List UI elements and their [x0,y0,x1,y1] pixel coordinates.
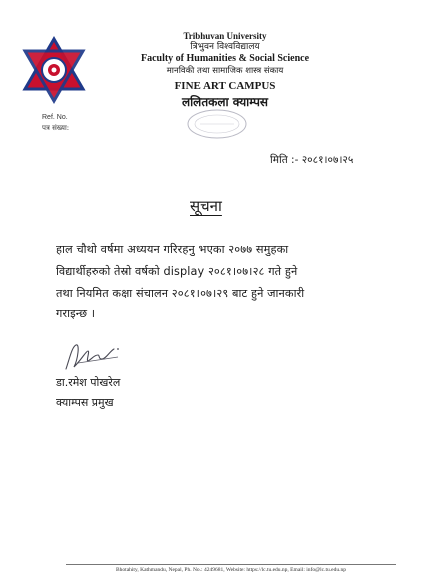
university-name-nepali: त्रिभुवन विश्वविद्यालय [190,42,260,52]
reference-number-label: Ref. No. [42,114,68,121]
faculty-name-english: Faculty of Humanities & Social Science [140,53,310,64]
notice-body-line: तथा नियमित कक्षा संचालन २०८१।०७।२९ बाट हुने जानकारी [56,287,305,300]
footer-contact-info: Bhotahity, Kathmandu, Nepal, Ph. No.: 4249681, Website: https://lc.tu.edu.np, Email: info@lc.tu.edu.np [116,567,346,573]
notice-body-line: गराइन्छ । [56,307,96,320]
footer-divider [66,564,396,565]
university-name-english: Tribhuvan University [183,31,267,41]
campus-name-english: FINE ART CAMPUS [174,80,276,92]
notice-body-line: हाल चौथो वर्षमा अध्ययन गरिरहनु भएका २०७७ समुहका [56,243,289,256]
signatory-name: डा.रमेश पोखरेल [56,376,121,389]
faculty-name-nepali: मानविकी तथा सामाजिक शास्त्र संकाय [166,66,284,76]
tribhuvan-university-emblem-icon [20,36,88,104]
handwritten-signature-icon [58,337,128,377]
notice-body-line: विद्यार्थीहरुको तेस्रो वर्षको display २०८१।०७।२८ गते हुने [56,265,298,278]
reference-number-label-nepali: पत्र संख्या: [42,124,70,132]
notice-date: मिति :- २०८१।०७।२५ [270,154,354,166]
campus-stamp [186,108,248,140]
signatory-title: क्याम्पस प्रमुख [56,396,114,409]
notice-title: सूचना [190,197,222,215]
campus-name-nepali: ललितकला क्याम्पस [181,95,269,109]
